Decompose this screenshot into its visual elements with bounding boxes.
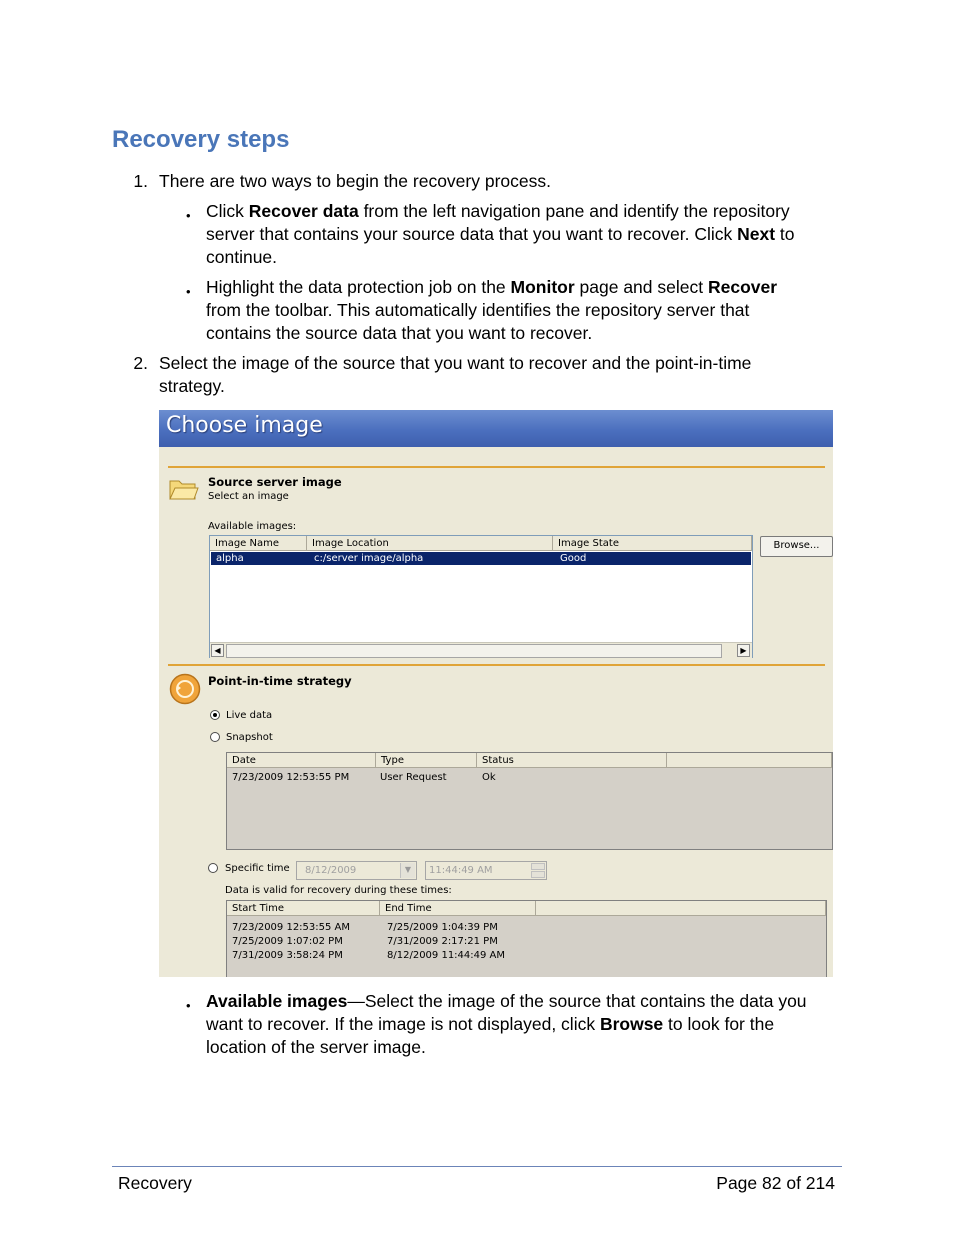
end-time-cell: 7/31/2009 2:17:21 PM [387, 936, 498, 947]
specific-time-radio[interactable] [208, 863, 218, 873]
snapshot-date-cell[interactable]: 7/23/2009 12:53:55 PM [232, 772, 350, 783]
available-images-label: Available images: [208, 521, 297, 532]
column-header-start-time[interactable]: Start Time [227, 901, 380, 916]
column-header-date[interactable]: Date [227, 753, 376, 768]
column-header-image-location[interactable]: Image Location [307, 536, 553, 551]
page-heading: Recovery steps [112, 126, 290, 153]
snapshot-status-cell[interactable]: Ok [482, 772, 496, 783]
screenshot-titlebar [159, 410, 833, 447]
column-header-type[interactable]: Type [376, 753, 477, 768]
bullet-marker: • [186, 998, 191, 1013]
end-time-cell: 7/25/2009 1:04:39 PM [387, 922, 498, 933]
start-time-cell: 7/31/2009 3:58:24 PM [232, 950, 343, 961]
snapshot-list[interactable] [226, 752, 833, 850]
folder-icon [169, 476, 199, 502]
bullet-paragraph: Available images—Select the image of the source that contains the data you want to recover. If the image is not displayed, click Browse to look for the location of the server image. [206, 991, 807, 1057]
table-row[interactable] [211, 552, 751, 565]
image-name-cell: alpha [216, 553, 244, 564]
scroll-thumb[interactable] [226, 644, 722, 658]
step-text: There are two ways to begin the recovery process. [159, 171, 551, 191]
column-header-status[interactable]: Status [477, 753, 667, 768]
column-header-blank [667, 753, 832, 768]
choose-image-screenshot [159, 410, 833, 977]
section-separator [168, 664, 825, 666]
step-number: 1. [133, 171, 148, 191]
footer-page-number: Page 82 of 214 [716, 1173, 835, 1193]
live-data-radio[interactable] [210, 710, 220, 720]
pit-section-title: Point-in-time strategy [208, 674, 352, 688]
scroll-right-icon[interactable]: ▶ [737, 644, 750, 657]
source-section-title: Source server image [208, 475, 342, 489]
clock-recovery-icon [169, 673, 201, 705]
image-state-cell: Good [560, 553, 587, 564]
step-number: 2. [133, 353, 148, 373]
horizontal-scrollbar[interactable] [210, 642, 752, 658]
browse-button[interactable]: Browse... [760, 536, 833, 557]
column-header-end-time[interactable]: End Time [380, 901, 536, 916]
section-separator [168, 466, 825, 468]
footer-divider [112, 1166, 842, 1167]
image-location-cell: c:/server image/alpha [314, 553, 424, 564]
bullet-paragraph: Click Recover data from the left navigation pane and identify the repository server that contains your source data that you want to recover. Click Next to continue. [206, 201, 795, 267]
available-images-list[interactable] [209, 535, 753, 658]
end-time-cell: 8/12/2009 11:44:49 AM [387, 950, 506, 961]
spin-up-icon[interactable] [531, 863, 545, 870]
bullet-marker: • [186, 284, 191, 299]
time-value: 11:44:49 AM [429, 865, 493, 876]
specific-time-label[interactable]: Specific time [225, 863, 290, 874]
footer-section: Recovery [118, 1173, 192, 1193]
live-data-label[interactable]: Live data [226, 710, 273, 721]
start-time-cell: 7/23/2009 12:53:55 AM [232, 922, 351, 933]
snapshot-type-cell[interactable]: User Request [380, 772, 447, 783]
source-section-subtitle: Select an image [208, 491, 289, 502]
chevron-down-icon[interactable]: ▼ [400, 863, 415, 878]
date-value: 8/12/2009 [305, 865, 357, 876]
bullet-paragraph: Highlight the data protection job on the Monitor page and select Recover from the toolbar. This automatically identifies the repository server that contains the source data that you want to recover. [206, 277, 778, 343]
screenshot-title: Choose image [166, 413, 323, 438]
date-picker[interactable] [296, 861, 417, 880]
scroll-left-icon[interactable]: ◀ [211, 644, 224, 657]
snapshot-label[interactable]: Snapshot [226, 732, 273, 743]
valid-times-list[interactable] [226, 900, 827, 977]
column-header-blank [536, 901, 826, 916]
spin-down-icon[interactable] [531, 871, 545, 878]
column-header-image-name[interactable]: Image Name [210, 536, 307, 551]
valid-times-label: Data is valid for recovery during these times: [225, 885, 452, 896]
bullet-marker: • [186, 208, 191, 223]
snapshot-radio[interactable] [210, 732, 220, 742]
start-time-cell: 7/25/2009 1:07:02 PM [232, 936, 343, 947]
time-stepper[interactable] [425, 861, 547, 880]
step-text: Select the image of the source that you want to recover and the point-in-time strategy. [159, 353, 752, 396]
column-header-image-state[interactable]: Image State [553, 536, 752, 551]
